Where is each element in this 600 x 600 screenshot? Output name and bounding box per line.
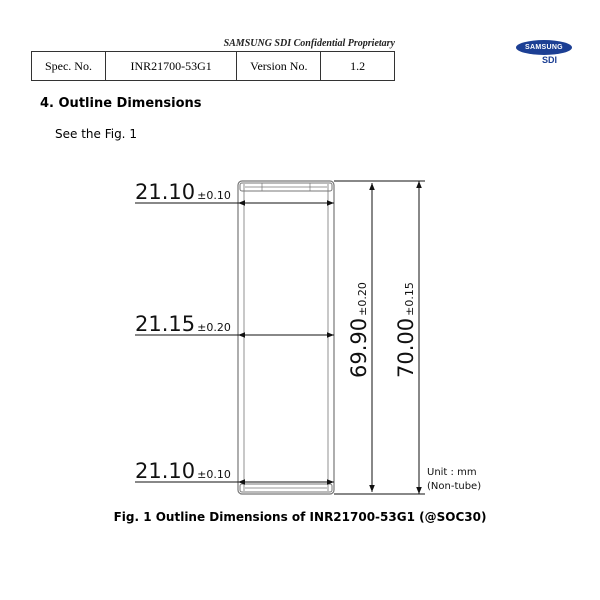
mid-diameter-label: 21.15 ±0.20 — [135, 312, 231, 336]
inner-height-label: 69.90±0.20 — [347, 282, 371, 378]
see-figure-text: See the Fig. 1 — [55, 127, 137, 141]
confidential-notice: SAMSUNG SDI Confidential Proprietary — [223, 38, 395, 49]
cell-body — [238, 181, 334, 494]
logo-sub: SDI — [542, 55, 558, 65]
logo-text: SAMSUNG — [525, 44, 563, 51]
version-value: 1.2 — [321, 52, 395, 81]
spec-no-label: Spec. No. — [32, 52, 106, 81]
version-label: Version No. — [237, 52, 321, 81]
section-heading: 4. Outline Dimensions — [40, 96, 202, 111]
unit-label: Unit : mm — [427, 467, 477, 478]
non-tube-label: (Non-tube) — [427, 481, 482, 492]
figure-caption: Fig. 1 Outline Dimensions of INR21700-53G1 (@SOC30) — [113, 510, 487, 524]
top-diameter-label: 21.10 ±0.10 — [135, 180, 231, 204]
outer-height-label: 70.00±0.15 — [394, 282, 418, 378]
spec-no-value: INR21700-53G1 — [105, 52, 236, 81]
bottom-diameter-label: 21.10 ±0.10 — [135, 459, 231, 483]
